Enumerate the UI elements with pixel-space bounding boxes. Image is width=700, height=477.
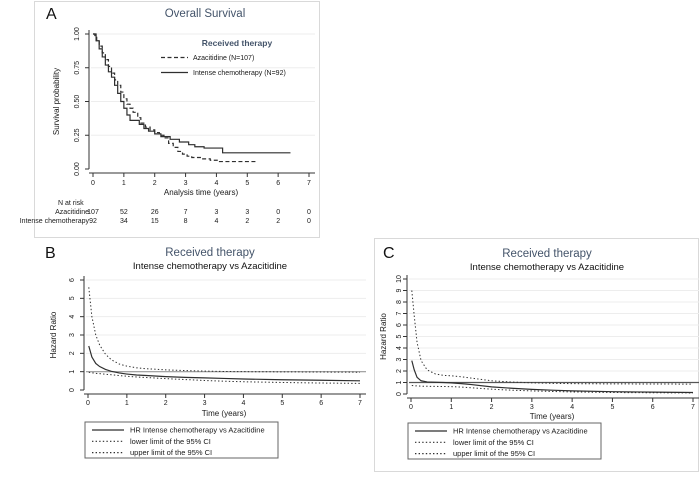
y-tick-label: 3 [69, 333, 76, 337]
x-axis-title: Time (years) [201, 409, 247, 418]
risk-table-value: 92 [89, 218, 97, 225]
panel-b-title: Received therapy [165, 247, 255, 259]
risk-table-value: 107 [87, 209, 99, 216]
x-tick-label: 7 [358, 400, 362, 407]
ci-curve-2 [89, 287, 360, 372]
hazard-ratio-chart-c [375, 239, 698, 471]
x-tick-label: 7 [307, 180, 311, 187]
x-tick-label: 6 [276, 180, 281, 187]
risk-table-value: 0 [307, 209, 311, 216]
y-tick-label: 2 [396, 369, 403, 373]
x-tick-label: 2 [163, 400, 168, 407]
x-tick-label: 1 [121, 180, 126, 187]
y-tick-label: 3 [396, 357, 403, 362]
panel-b-subtitle: Intense chemotherapy vs Azacitidine [132, 261, 288, 272]
x-tick-label: 5 [245, 180, 250, 187]
overall-survival-chart [19, 2, 319, 237]
x-tick-label: 0 [91, 180, 95, 187]
y-tick-label: 0.00 [74, 162, 81, 176]
legend-entry-label: Azacitidine (N=107) [193, 55, 255, 62]
panel-c-label: C [383, 245, 396, 262]
x-tick-label: 5 [610, 404, 615, 411]
risk-table-value: 7 [183, 209, 188, 216]
y-tick-label: 0.25 [74, 128, 81, 143]
panel-c-subtitle: Intense chemotherapy vs Azacitidine [469, 262, 625, 273]
risk-table-value: 34 [119, 218, 128, 225]
y-tick-label: 1 [396, 380, 403, 385]
panel-c-title: Received therapy [502, 248, 592, 260]
legend-entry-label: Intense chemotherapy (N=92) [193, 70, 286, 77]
y-tick-label: 6 [396, 323, 403, 327]
x-tick-label: 0 [86, 400, 90, 407]
y-tick-label: 6 [69, 278, 76, 282]
y-tick-label: 8 [396, 300, 403, 304]
risk-table-value: 4 [214, 218, 219, 225]
risk-table-value: 3 [245, 209, 250, 216]
x-tick-label: 7 [691, 404, 695, 411]
x-tick-label: 6 [319, 400, 324, 407]
x-tick-label: 2 [152, 180, 157, 187]
risk-table-value: 8 [183, 218, 188, 225]
risk-table-value: 26 [150, 209, 159, 216]
risk-table-value: 2 [276, 218, 281, 225]
panel-c [374, 238, 699, 472]
risk-table-value: 52 [119, 209, 128, 216]
legend-entry-label: lower limit of the 95% CI [453, 437, 534, 447]
risk-table-value: 0 [307, 218, 311, 225]
y-tick-label: 9 [396, 288, 403, 293]
y-tick-label: 5 [69, 296, 76, 301]
x-tick-label: 6 [650, 404, 655, 411]
hr-curve-0 [412, 361, 693, 393]
risk-table-row-label: Intense chemotherapy [19, 218, 89, 225]
legend-title: Received therapy [201, 38, 273, 48]
risk-table-header: N at risk [58, 200, 84, 207]
panel-b [40, 244, 370, 474]
y-tick-label: 10 [396, 275, 403, 283]
x-tick-label: 3 [202, 400, 207, 407]
y-tick-label: 5 [396, 334, 403, 339]
hr-curve-0 [89, 346, 360, 381]
x-tick-label: 1 [449, 404, 454, 411]
ci-curve-2 [412, 291, 693, 385]
x-tick-label: 4 [241, 400, 246, 407]
panel-a-label: A [46, 6, 58, 23]
panel-a [19, 1, 320, 238]
y-tick-label: 7 [396, 311, 403, 316]
km-curve-0 [93, 34, 257, 162]
risk-table-value: 2 [245, 218, 250, 225]
y-axis-title: Survival probability [52, 67, 61, 136]
x-tick-label: 2 [489, 404, 494, 411]
y-tick-label: 0.50 [74, 94, 81, 109]
y-tick-label: 0 [69, 388, 76, 392]
x-tick-label: 4 [214, 180, 219, 187]
legend-entry-label: upper limit of the 95% CI [130, 448, 213, 458]
panel-a-title: Overall Survival [164, 8, 246, 20]
risk-table-row-label: Azacitidine [55, 209, 89, 216]
y-tick-label: 4 [69, 314, 76, 319]
x-axis-title: Time (years) [529, 412, 575, 421]
y-tick-label: 1 [69, 369, 76, 374]
x-axis-title: Analysis time (years) [163, 188, 239, 197]
y-tick-label: 0.75 [74, 60, 81, 75]
y-tick-label: 2 [69, 351, 76, 356]
legend-entry-label: HR Intense chemotherapy vs Azacitidine [453, 426, 588, 436]
y-tick-label: 4 [396, 346, 403, 350]
legend-entry-label: upper limit of the 95% CI [453, 449, 536, 459]
y-tick-label: 0 [396, 392, 403, 396]
risk-table-value: 0 [276, 209, 281, 216]
x-tick-label: 0 [409, 404, 413, 411]
x-tick-label: 3 [529, 404, 534, 411]
panel-b-label: B [45, 245, 57, 262]
y-axis-title: Hazard Ratio [49, 311, 58, 359]
x-tick-label: 1 [124, 400, 129, 407]
x-tick-label: 4 [570, 404, 575, 411]
hazard-ratio-chart-b [40, 244, 370, 474]
x-tick-label: 3 [183, 180, 188, 187]
x-tick-label: 5 [280, 400, 285, 407]
risk-table-value: 3 [214, 209, 219, 216]
risk-table-value: 15 [150, 218, 159, 225]
y-tick-label: 1.00 [74, 27, 81, 41]
legend-entry-label: lower limit of the 95% CI [130, 436, 211, 446]
y-axis-title: Hazard Ratio [379, 313, 388, 360]
legend-entry-label: HR Intense chemotherapy vs Azacitidine [130, 425, 265, 435]
